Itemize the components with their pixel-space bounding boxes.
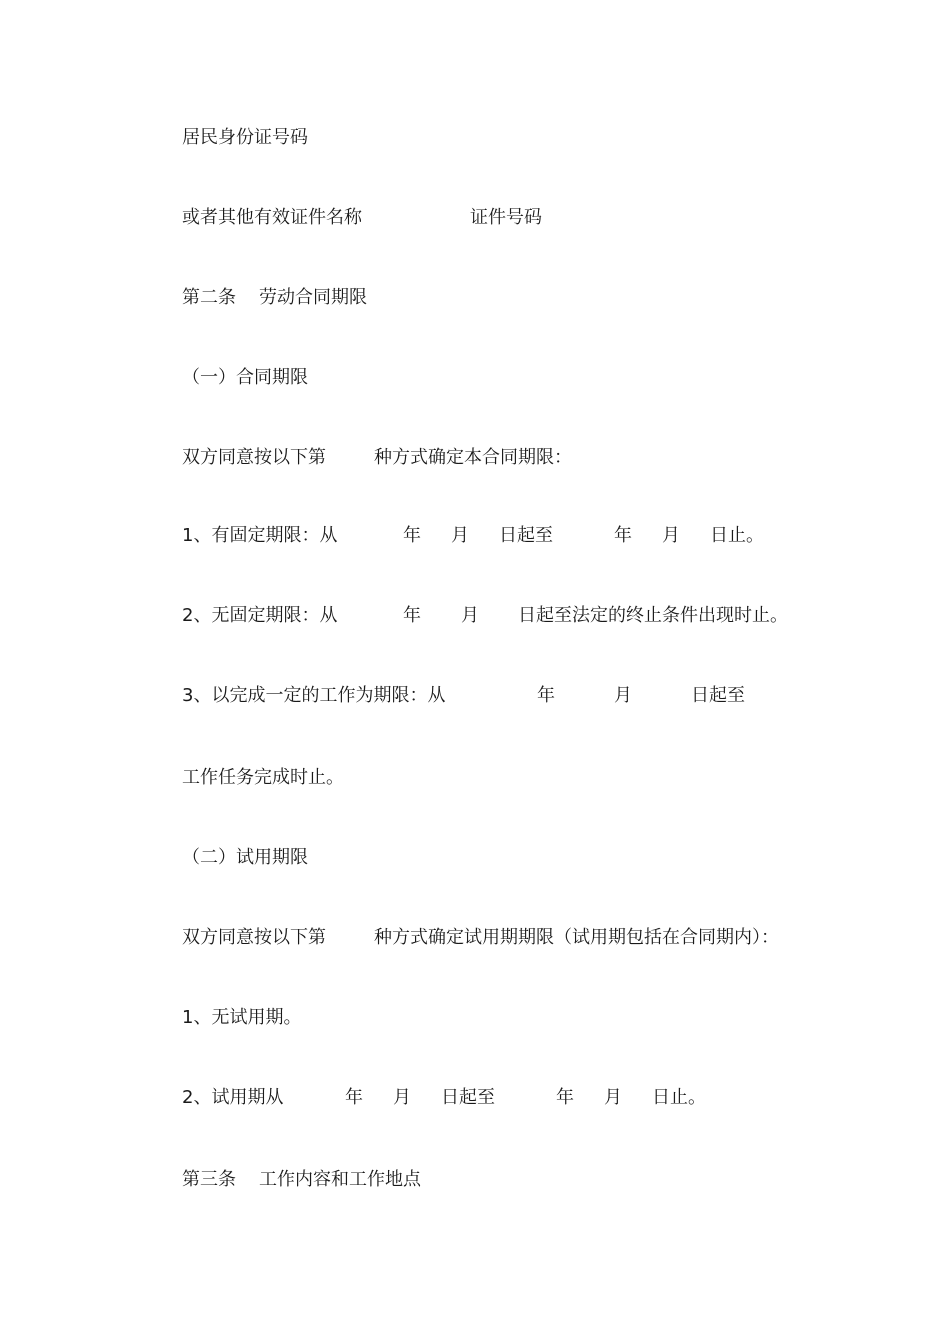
fixed-term-label: 1、有固定期限：从	[182, 525, 338, 546]
task-term-start-year: 年	[537, 685, 555, 706]
task-term-label: 3、以完成一定的工作为期限：从	[182, 685, 446, 706]
probation-start-year: 年	[345, 1087, 363, 1108]
probation-end-year: 年	[556, 1087, 574, 1108]
open-term-label: 2、无固定期限：从	[182, 605, 338, 626]
id-number-label: 居民身份证号码	[182, 127, 308, 148]
probation-end-day: 日止。	[652, 1087, 706, 1108]
probation-start-month: 月	[393, 1087, 411, 1108]
open-term-start-year: 年	[403, 605, 421, 626]
probation-end-month: 月	[604, 1087, 622, 1108]
fixed-term-end-month: 月	[662, 525, 680, 546]
no-probation-text: 1、无试用期。	[182, 1007, 302, 1028]
fixed-term-end-year: 年	[614, 525, 632, 546]
task-term-completion-text: 工作任务完成时止。	[182, 767, 344, 788]
probation-agreement-suffix: 种方式确定试用期期限（试用期包括在合同期内）：	[374, 927, 779, 948]
contract-term-subheading-text: （一）合同期限	[182, 367, 308, 388]
fixed-term-end-day: 日止。	[710, 525, 764, 546]
article-2-title: 劳动合同期限	[259, 287, 367, 308]
open-term-end-condition: 日起至法定的终止条件出现时止。	[518, 605, 788, 626]
fixed-term-start-year: 年	[403, 525, 421, 546]
article-2-number: 第二条	[182, 287, 236, 308]
contract-term-agreement-prefix: 双方同意按以下第	[182, 447, 326, 468]
probation-subheading-text: （二）试用期限	[182, 847, 308, 868]
task-term-start-month: 月	[614, 685, 632, 706]
probation-start-day: 日起至	[441, 1087, 495, 1108]
contract-term-agreement-suffix: 种方式确定本合同期限：	[374, 447, 572, 468]
task-term-start-day: 日起至	[691, 685, 745, 706]
open-term-start-month: 月	[461, 605, 479, 626]
fixed-term-start-day: 日起至	[499, 525, 553, 546]
article-3-number: 第三条	[182, 1169, 236, 1190]
article-3-title: 工作内容和工作地点	[259, 1169, 421, 1190]
fixed-term-start-month: 月	[451, 525, 469, 546]
probation-period-label: 2、试用期从	[182, 1087, 284, 1108]
probation-agreement-prefix: 双方同意按以下第	[182, 927, 326, 948]
other-certificate-name-label: 或者其他有效证件名称	[182, 207, 362, 228]
certificate-number-label: 证件号码	[470, 207, 542, 228]
